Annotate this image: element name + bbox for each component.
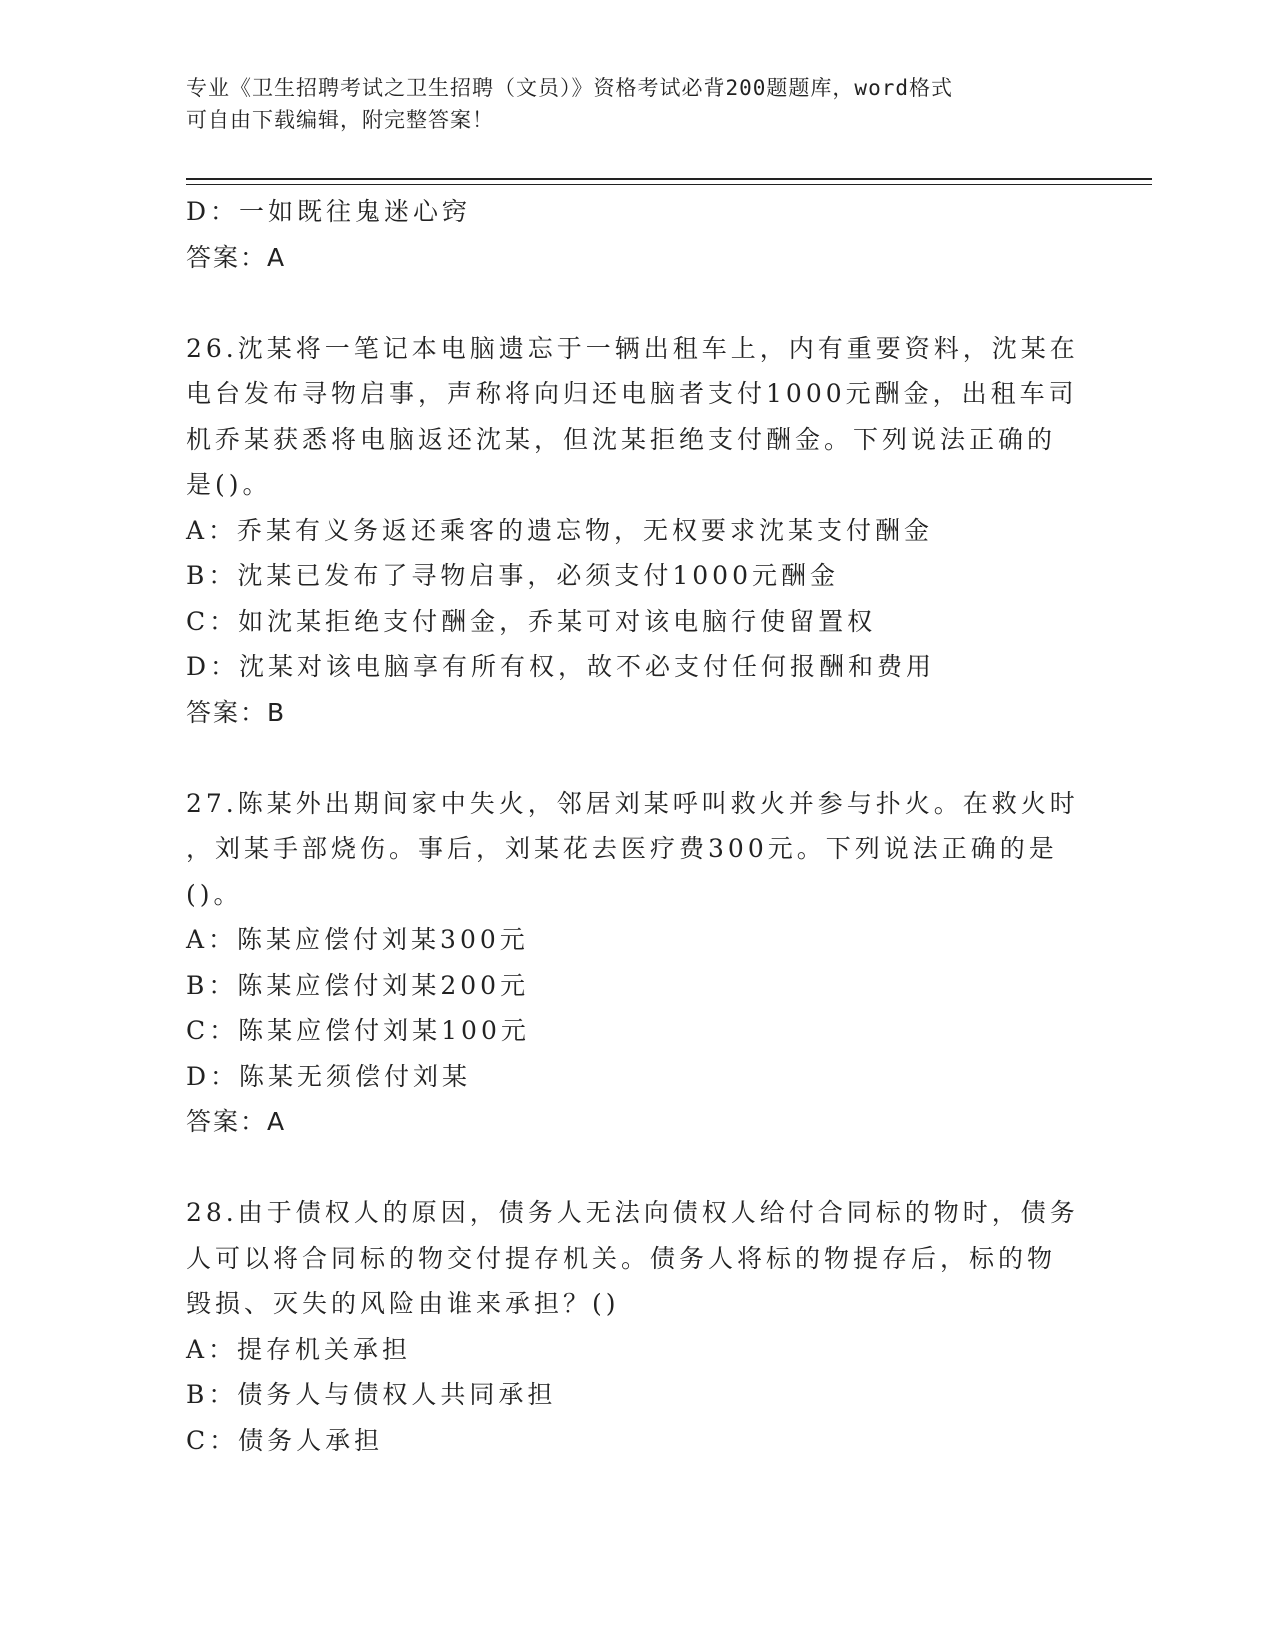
option-line: D：陈某无须偿付刘某 [186,1061,472,1091]
question-stem-line: ，刘某手部烧伤。事后，刘某花去医疗费300元。下列说法正确的是 [186,834,1058,863]
question-stem-line: 28.由于债权人的原因，债务人无法向债权人给付合同标的物时，债务 [186,1198,1079,1227]
answer-line: 答案：B [186,697,287,727]
header-line: 可自由下载编辑，附完整答案！ [186,108,494,132]
option-line: B：沈某已发布了寻物启事，必须支付1000元酬金 [186,561,839,590]
option-line: B：债务人与债权人共同承担 [186,1380,557,1409]
question-block [186,1190,1079,1463]
spacer [186,280,1066,326]
header-divider [186,184,1152,185]
option-line: D：一如既往鬼迷心窍 [186,197,472,226]
question-stem-line: 电台发布寻物启事，声称将向归还电脑者支付1000元酬金，出租车司 [186,379,1078,408]
option-line: B：陈某应偿付刘某200元 [186,970,530,1000]
question-block [186,781,1079,1145]
question-stem-line: ()。 [186,879,243,909]
option-line: C：陈某应偿付刘某100元 [186,1016,530,1045]
question-block [186,326,1079,736]
option-line: D：沈某对该电脑享有所有权，故不必支付任何报酬和费用 [186,652,936,681]
question-stem-line: 毁损、灭失的风险由谁来承担？() [186,1289,620,1318]
question-stem-line: 机乔某获悉将电脑返还沈某，但沈某拒绝支付酬金。下列说法正确的 [186,424,1057,454]
option-line: C：债务人承担 [186,1425,384,1455]
question-stem-line: 人可以将合同标的物交付提存机关。债务人将标的物提存后，标的物 [186,1243,1057,1273]
answer-line: 答案：A [186,1107,287,1136]
answer-line: 答案：A [186,242,287,272]
header-divider [186,178,1152,180]
spacer [186,1145,1066,1191]
question-stem-line: 27.陈某外出期间家中失火，邻居刘某呼叫救火并参与扑火。在救火时 [186,788,1079,818]
document-header [186,72,1086,136]
question-stem-line: 是()。 [186,470,272,499]
option-line: A：乔某有义务返还乘客的遗忘物，无权要求沈某支付酬金 [186,515,934,545]
header-line: 专业《卫生招聘考试之卫生招聘（文员）》资格考试必背200题题库，word格式 [186,76,953,100]
option-line: A：提存机关承担 [186,1334,412,1364]
option-line: A：陈某应偿付刘某300元 [186,925,529,954]
question-stem-line: 26.沈某将一笔记本电脑遗忘于一辆出租车上，内有重要资料，沈某在 [186,333,1079,363]
spacer [186,735,1066,781]
option-line: C：如沈某拒绝支付酬金，乔某可对该电脑行使留置权 [186,606,877,636]
document-body [186,189,1079,1463]
